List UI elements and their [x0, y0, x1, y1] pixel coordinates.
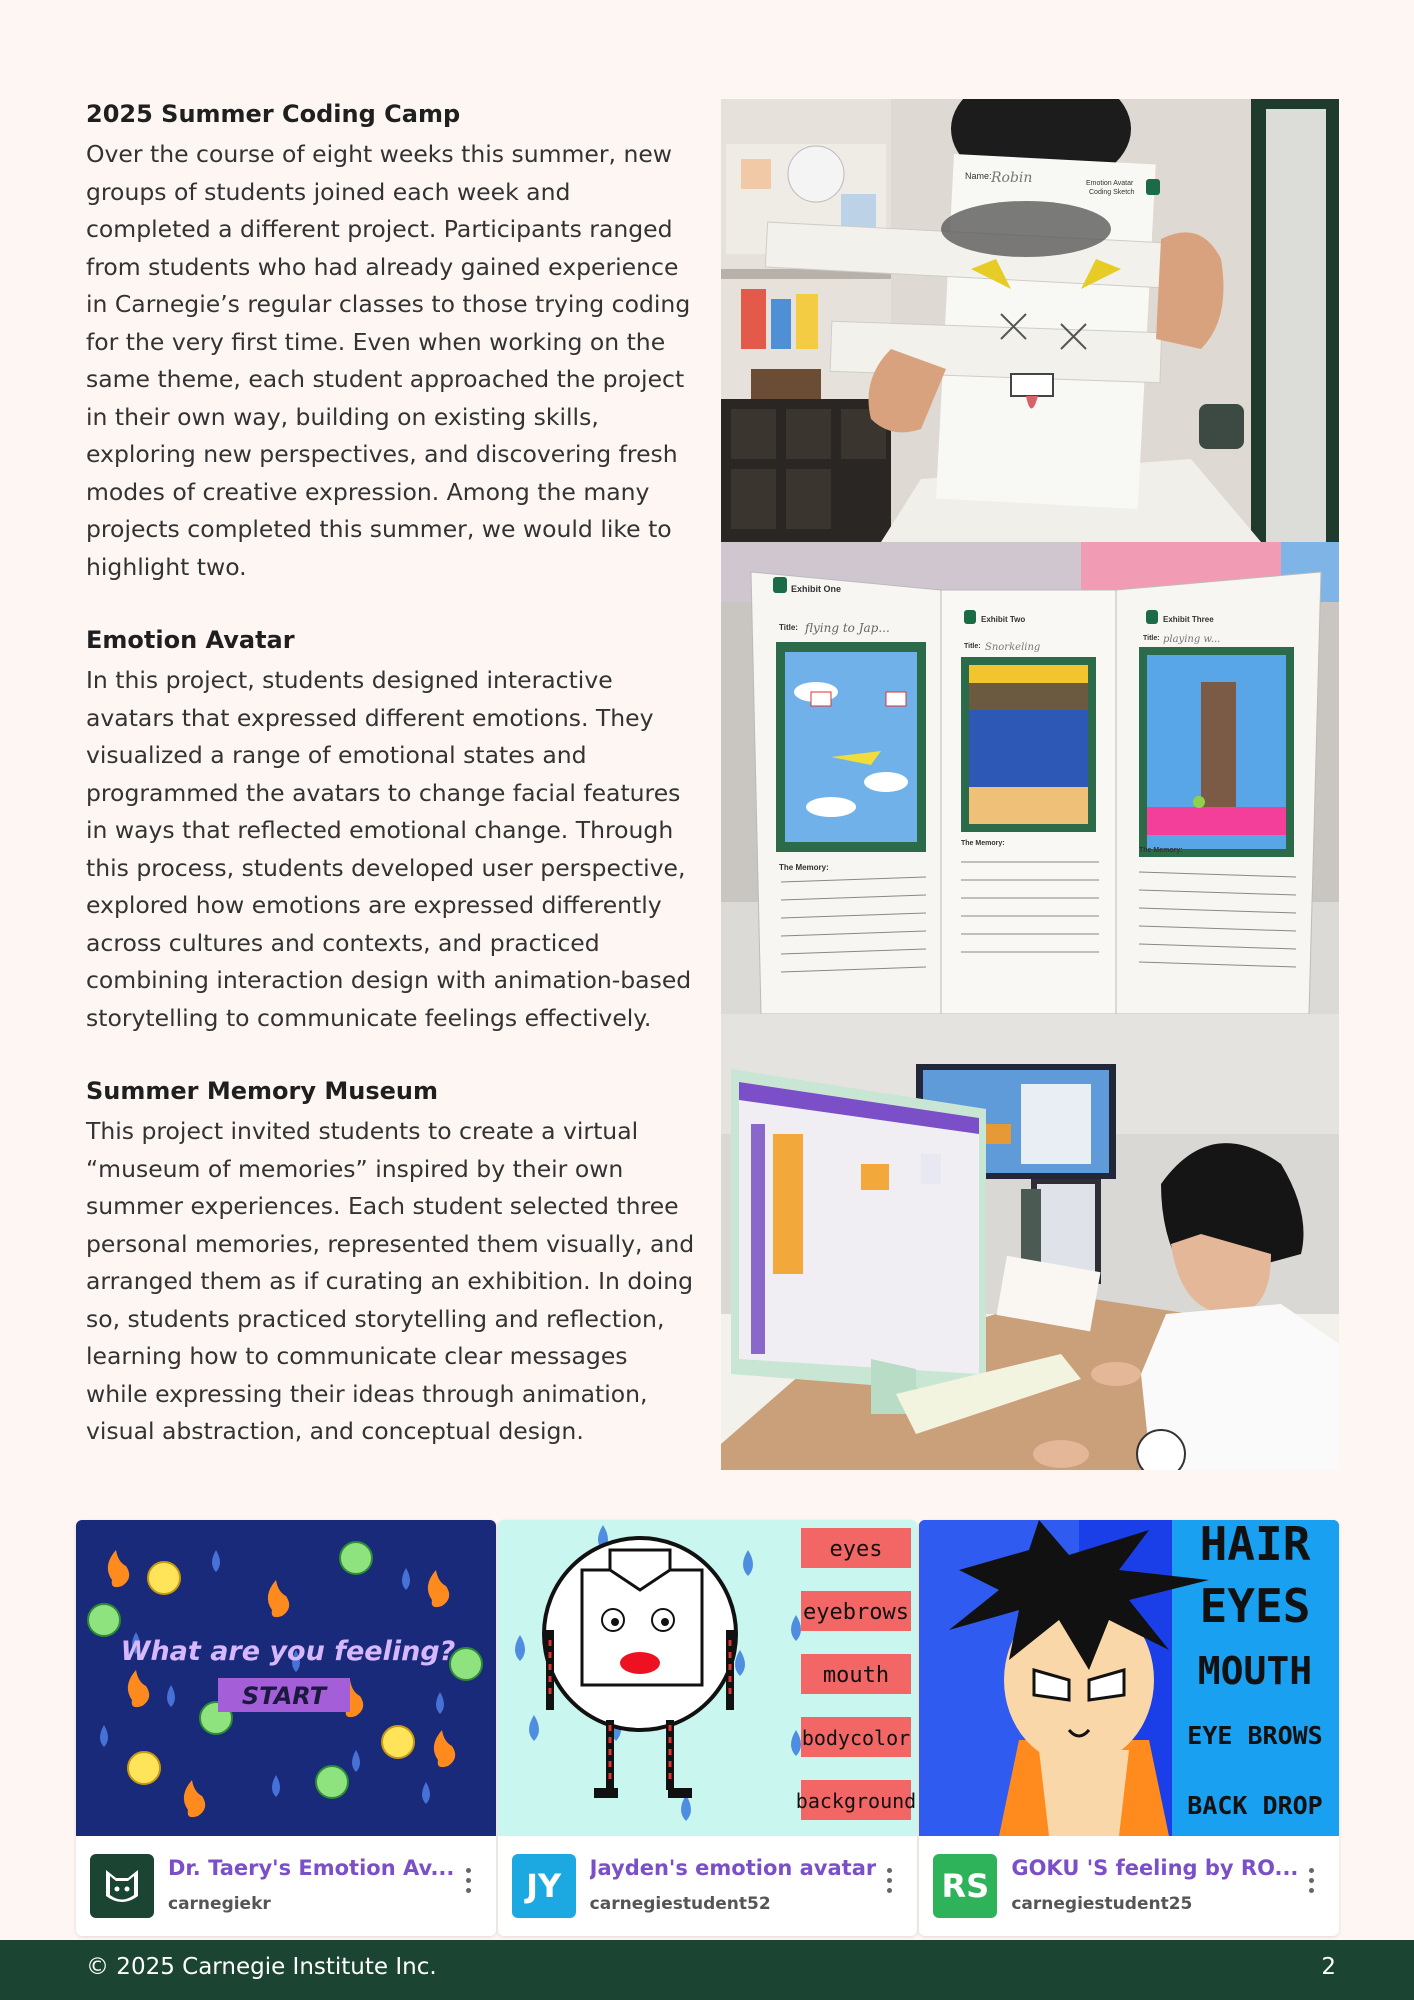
sketch-name-value: Robin: [991, 170, 1033, 186]
thumbnail-button-label: bodycolor: [801, 1726, 910, 1750]
section-body: This project invited students to create a virtual “museum of memories” inspired by their own summer experiences. Each student selected three personal memories, represented them visually, and arranged them as if curating an exhibition. In doing so, students practiced storytelling and reflection, learning how to communicate clear messages while expressing their ideas through animation, visual abstraction, and conceptual design.: [86, 1117, 695, 1445]
photo-child-at-computer: [721, 1014, 1339, 1470]
exhibit-panel-header: Exhibit One: [791, 584, 842, 594]
thumbnail-button-label: eyes: [829, 1537, 883, 1562]
project-title[interactable]: Dr. Taery's Emotion Av...: [168, 1856, 455, 1880]
exhibit-title-value: flying to Jap...: [805, 621, 890, 635]
section-memory-museum: [86, 1073, 696, 1451]
thumbnail-button-label: EYE BROWS: [1187, 1721, 1324, 1750]
project-username[interactable]: carnegiestudent25: [1011, 1894, 1193, 1914]
project-meta: [919, 1836, 1339, 1936]
photo-exhibit-board: [721, 542, 1339, 1014]
project-card[interactable]: [498, 1520, 918, 1936]
more-options-icon[interactable]: [1309, 1868, 1315, 1893]
thumbnail-button-label: HAIR: [1199, 1520, 1311, 1571]
exhibit-title-label: Title:: [964, 643, 981, 650]
photo-avatar-sketch: [721, 99, 1339, 542]
section-emotion-avatar: [86, 622, 696, 1037]
creator-avatar[interactable]: RS: [933, 1854, 997, 1918]
page-footer: [0, 1940, 1414, 2000]
sketch-sheet-title-1: Emotion Avatar: [1086, 180, 1134, 187]
photo-avatar-sketch-image: [721, 99, 1339, 542]
exhibit-title-value: Snorkeling: [985, 642, 1041, 653]
thumbnail-question-text: What are you feeling?: [120, 1636, 456, 1667]
project-username[interactable]: carnegiekr: [168, 1894, 271, 1914]
section-body: In this project, students designed interactive avatars that expressed different emotions. They visualized a range of emotional states and programmed the avatars to change facial features in ways that reflected emotional change. Through this process, students developed user perspective, explored how emotions are expressed differently across cultures and contexts, and practiced combining interaction design with animation-based storytelling to communicate feelings effectively.: [86, 666, 692, 1032]
creator-avatar[interactable]: JY: [512, 1854, 576, 1918]
project-username[interactable]: carnegiestudent52: [589, 1894, 771, 1914]
thumbnail-button-label: eyebrows: [802, 1600, 909, 1625]
project-thumbnail[interactable]: [76, 1520, 496, 1836]
creator-avatar[interactable]: [90, 1854, 154, 1918]
section-heading: 2025 Summer Coding Camp: [86, 100, 461, 128]
more-options-icon[interactable]: [887, 1868, 893, 1893]
cat-logo-icon: [98, 1862, 146, 1910]
exhibit-panel-header: Exhibit Three: [1163, 615, 1214, 624]
exhibit-title-label: Title:: [1143, 635, 1160, 642]
section-body: Over the course of eight weeks this summer, new groups of students joined each week and completed a different project. Participants ranged from students who had already gained experience in Carnegie’s regular classes to those trying coding for the very first time. Even when working on the same theme, each student approached the project in their own way, building on existing skills, exploring new perspectives, and discovering fresh modes of creative expression. Among the many projects completed this summer, we would like to highlight two.: [86, 140, 691, 581]
thumbnail-button-label: MOUTH: [1198, 1649, 1313, 1693]
footer-copyright: © 2025 Carnegie Institute Inc.: [86, 1954, 437, 1980]
exhibit-memory-label: The Memory:: [1139, 847, 1183, 854]
project-card[interactable]: [919, 1520, 1339, 1936]
sketch-name-label: Name:: [965, 171, 992, 181]
more-options-icon[interactable]: [466, 1868, 472, 1893]
project-title[interactable]: GOKU 'S feeling by RO...: [1011, 1856, 1299, 1880]
section-heading: Summer Memory Museum: [86, 1077, 438, 1105]
exhibit-panel-header: Exhibit Two: [981, 615, 1026, 624]
thumbnail-button-label: EYES: [1199, 1579, 1311, 1633]
thumbnail-button-label: background: [795, 1789, 916, 1813]
project-thumbnail[interactable]: [919, 1520, 1339, 1836]
page-number: 2: [1321, 1954, 1336, 1980]
exhibit-memory-label: The Memory:: [961, 840, 1005, 847]
thumbnail-goku-avatar: [919, 1520, 1339, 1836]
sketch-sheet-title-2: Coding Sketch: [1089, 189, 1135, 196]
thumbnail-emotion-start: [76, 1520, 496, 1836]
exhibit-title-label: Title:: [779, 623, 798, 632]
thumbnail-start-button: START: [241, 1682, 327, 1710]
section-summer-camp: [86, 96, 696, 586]
thumbnail-button-label: mouth: [822, 1663, 889, 1688]
photo-exhibit-board-image: [721, 542, 1339, 1014]
photo-child-at-computer-image: [721, 1014, 1339, 1470]
project-thumbnail[interactable]: [498, 1520, 918, 1836]
section-heading: Emotion Avatar: [86, 626, 295, 654]
exhibit-title-value: playing w...: [1163, 634, 1221, 645]
project-title[interactable]: Jayden's emotion avatar: [589, 1856, 877, 1880]
thumbnail-button-label: BACK DROP: [1187, 1791, 1324, 1820]
thumbnail-egg-avatar: [498, 1520, 918, 1836]
project-cards: [76, 1520, 1339, 1936]
project-card[interactable]: [76, 1520, 496, 1936]
project-meta: [498, 1836, 918, 1936]
exhibit-memory-label: The Memory:: [779, 863, 829, 872]
photo-column: [721, 99, 1339, 1470]
project-meta: [76, 1836, 496, 1936]
article-text: [86, 96, 696, 1487]
